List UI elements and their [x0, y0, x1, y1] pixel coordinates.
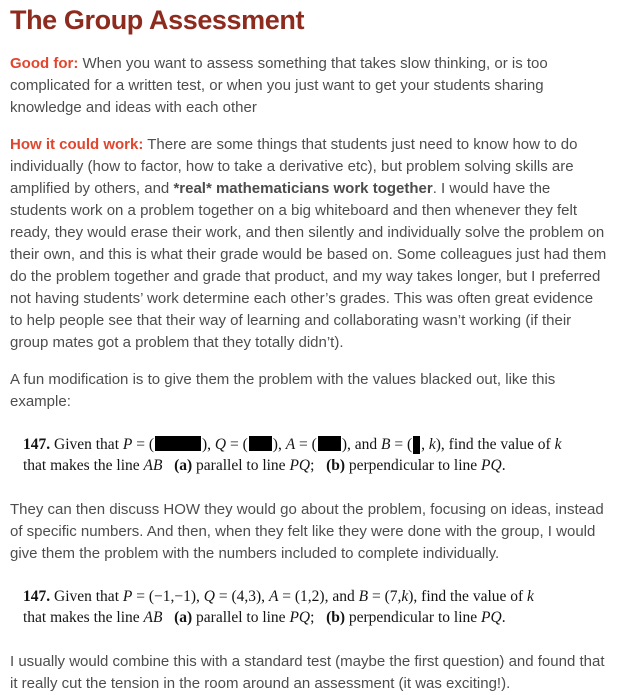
text-fragment: that makes the line: [23, 457, 144, 475]
redaction-box: [249, 436, 272, 451]
text-fragment: (a): [174, 609, 193, 627]
text-fragment: .: [501, 457, 506, 475]
paragraph-conclusion: I usually would combine this with a standard test (maybe the first question) and found that it really cut the tension in the room around an assessment (it was exciting!).: [10, 653, 605, 693]
page-title: The Group Assessment: [10, 5, 305, 35]
text-fragment: 147.: [23, 588, 51, 606]
text-fragment: (a): [174, 457, 193, 475]
text-fragment: k: [428, 436, 436, 454]
text-fragment: PQ: [289, 457, 311, 475]
text-fragment: = (: [132, 436, 154, 454]
text-fragment: AB: [143, 609, 163, 627]
text-fragment: parallel to line: [192, 457, 290, 475]
how-it-could-work-label: How it could work:: [10, 136, 144, 154]
math-redacted-line-1: [23, 434, 607, 455]
text-fragment: [162, 457, 174, 474]
text-fragment: PQ: [289, 609, 311, 627]
text-fragment: (b): [326, 457, 346, 475]
text-fragment: = (4,3),: [214, 588, 269, 606]
text-fragment: ), find the value of: [435, 436, 555, 454]
text-fragment: k: [401, 588, 409, 606]
redaction-box: [318, 436, 341, 451]
math-revealed-line-2: [23, 607, 607, 628]
text-fragment: perpendicular to line: [345, 609, 482, 627]
text-fragment: = (: [390, 436, 413, 454]
text-fragment: k: [554, 436, 562, 454]
text-fragment: Q: [203, 588, 215, 606]
text-fragment: = (: [226, 436, 248, 454]
math-revealed-line-1: [23, 586, 607, 607]
how-it-could-work-text: [10, 136, 606, 351]
text-fragment: P: [122, 436, 133, 454]
text-fragment: AB: [143, 457, 163, 475]
text-fragment: [162, 609, 174, 626]
text-fragment: = (1,2), and: [278, 588, 359, 606]
text-fragment: *real* mathematicians work together: [173, 180, 433, 198]
paragraph-how-it-could-work: [10, 134, 607, 354]
text-fragment: = (−1,−1),: [132, 588, 204, 606]
text-fragment: ), and: [341, 436, 381, 454]
text-fragment: perpendicular to line: [345, 457, 482, 475]
text-fragment: There are some things that students just need to know how to do individually (how to factor, how to take a derivative etc), but problem solving skills are amplified by others, and: [10, 136, 578, 198]
good-for-text: When you want to assess something that takes slow thinking, or is too complicated for a written test, or when you just want to get your students sharing knowledge and ideas with each other: [10, 55, 548, 117]
text-fragment: ;: [310, 609, 327, 627]
text-fragment: ),: [272, 436, 286, 454]
text-fragment: B: [381, 436, 391, 454]
text-fragment: parallel to line: [192, 609, 290, 627]
redaction-box: [155, 436, 201, 451]
text-fragment: that makes the line: [23, 609, 144, 627]
text-fragment: ), find the value of: [408, 588, 528, 606]
text-fragment: A: [285, 436, 296, 454]
text-fragment: B: [358, 588, 369, 606]
text-fragment: ;: [310, 457, 327, 475]
text-fragment: PQ: [481, 609, 502, 627]
text-fragment: = (: [295, 436, 317, 454]
text-fragment: Given that: [50, 588, 123, 606]
text-fragment: . I would have the students work on a problem together on a big whiteboard and then whenever they felt ready, they would erase their work, and then silently and individually solve the problem on their own, and this is what their grade would be based on. Some colleagues just had them do the problem together and grade that product, and my way takes longer, but I preferred not having students’ work determine each other’s grades. This was often great evidence to help people see that their way of learning and collaborating wasn’t working (if their group mates got a problem that they totally didn’t).: [10, 180, 607, 352]
text-fragment: = (7,: [368, 588, 402, 606]
text-fragment: PQ: [481, 457, 502, 475]
redaction-box: [413, 436, 420, 454]
text-fragment: A: [268, 588, 279, 606]
text-fragment: Given that: [50, 436, 123, 454]
text-fragment: (b): [326, 609, 346, 627]
math-problem-redacted: [10, 434, 607, 476]
paragraph-fun-modification: A fun modification is to give them the problem with the values blacked out, like this example:: [10, 371, 556, 411]
text-fragment: 147.: [23, 436, 51, 454]
text-fragment: k: [527, 588, 534, 606]
text-fragment: .: [501, 609, 506, 627]
math-redacted-line-2: [23, 455, 607, 476]
paragraph-discuss: They can then discuss HOW they would go about the problem, focusing on ideas, instead of specific numbers. And then, when they felt like they were done with the group, I would give them the problem with the numbers included to complete individually.: [10, 501, 604, 563]
paragraph-good-for: [10, 53, 607, 119]
text-fragment: ,: [421, 436, 429, 454]
text-fragment: Q: [214, 436, 227, 454]
math-problem-revealed: [10, 586, 607, 628]
text-fragment: P: [122, 588, 133, 606]
good-for-label: Good for:: [10, 55, 79, 73]
text-fragment: ),: [202, 436, 215, 454]
